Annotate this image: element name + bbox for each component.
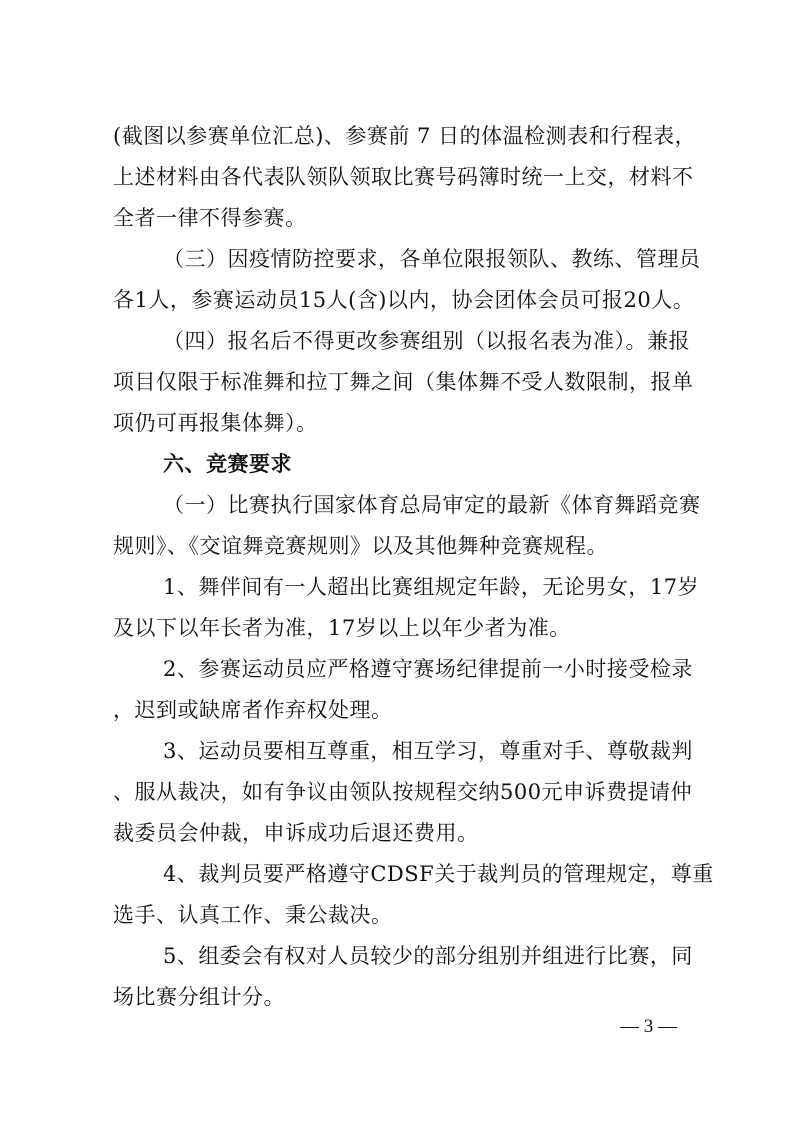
text-line-8: 项仍可再报集体舞）。 <box>113 411 318 435</box>
text-line-14: 2、参赛运动员应严格遵守赛场纪律提前一小时接受检录 <box>163 657 693 681</box>
text-line-7: 项目仅限于标准舞和拉丁舞之间（集体舞不受人数限制，报单 <box>113 370 694 394</box>
text-line-3: 全者一律不得参赛。 <box>113 206 307 230</box>
text-line-12: 1、舞伴间有一人超出比赛组规定年龄，无论男女，17岁 <box>163 575 700 599</box>
text-line-17: 、服从裁决，如有争议由领队按规程交纳500元申诉费提请仲 <box>113 780 693 804</box>
page-number: — 3 — <box>620 1016 677 1037</box>
text-line-4: （三）因疫情防控要求，各单位限报领队、教练、管理员 <box>163 247 701 271</box>
text-line-20: 选手、认真工作、秉公裁决。 <box>113 903 393 927</box>
text-line-19: 4、裁判员要严格遵守CDSF关于裁判员的管理规定，尊重 <box>163 862 714 886</box>
text-line-1: (截图以参赛单位汇总)、参赛前 7 日的体温检测表和行程表， <box>113 124 697 148</box>
text-line-16: 3、运动员要相互尊重，相互学习，尊重对手、尊敬裁判 <box>163 739 693 763</box>
text-line-11: 规则》、《交谊舞竞赛规则》以及其他舞种竞赛规程。 <box>113 534 608 558</box>
text-line-13: 及以下以年长者为准，17岁以上以年少者为准。 <box>113 616 571 640</box>
text-line-5: 各1人，参赛运动员15人(含)以内，协会团体会员可报20人。 <box>113 288 695 312</box>
text-line-10: （一）比赛执行国家体育总局审定的最新《体育舞蹈竞赛 <box>163 493 701 517</box>
section-heading: 六、竞赛要求 <box>163 452 292 476</box>
text-line-21: 5、组委会有权对人员较少的部分组别并组进行比赛，同 <box>163 944 693 968</box>
text-line-15: ，迟到或缺席者作弃权处理。 <box>113 698 393 722</box>
text-line-22: 场比赛分组计分。 <box>113 985 285 1009</box>
text-line-18: 裁委员会仲裁，申诉成功后退还费用。 <box>113 821 479 845</box>
text-line-2: 上述材料由各代表队领队领取比赛号码簿时统一上交，材料不 <box>113 165 694 189</box>
text-line-6: （四）报名后不得更改参赛组别（以报名表为准）。兼报 <box>163 329 690 353</box>
